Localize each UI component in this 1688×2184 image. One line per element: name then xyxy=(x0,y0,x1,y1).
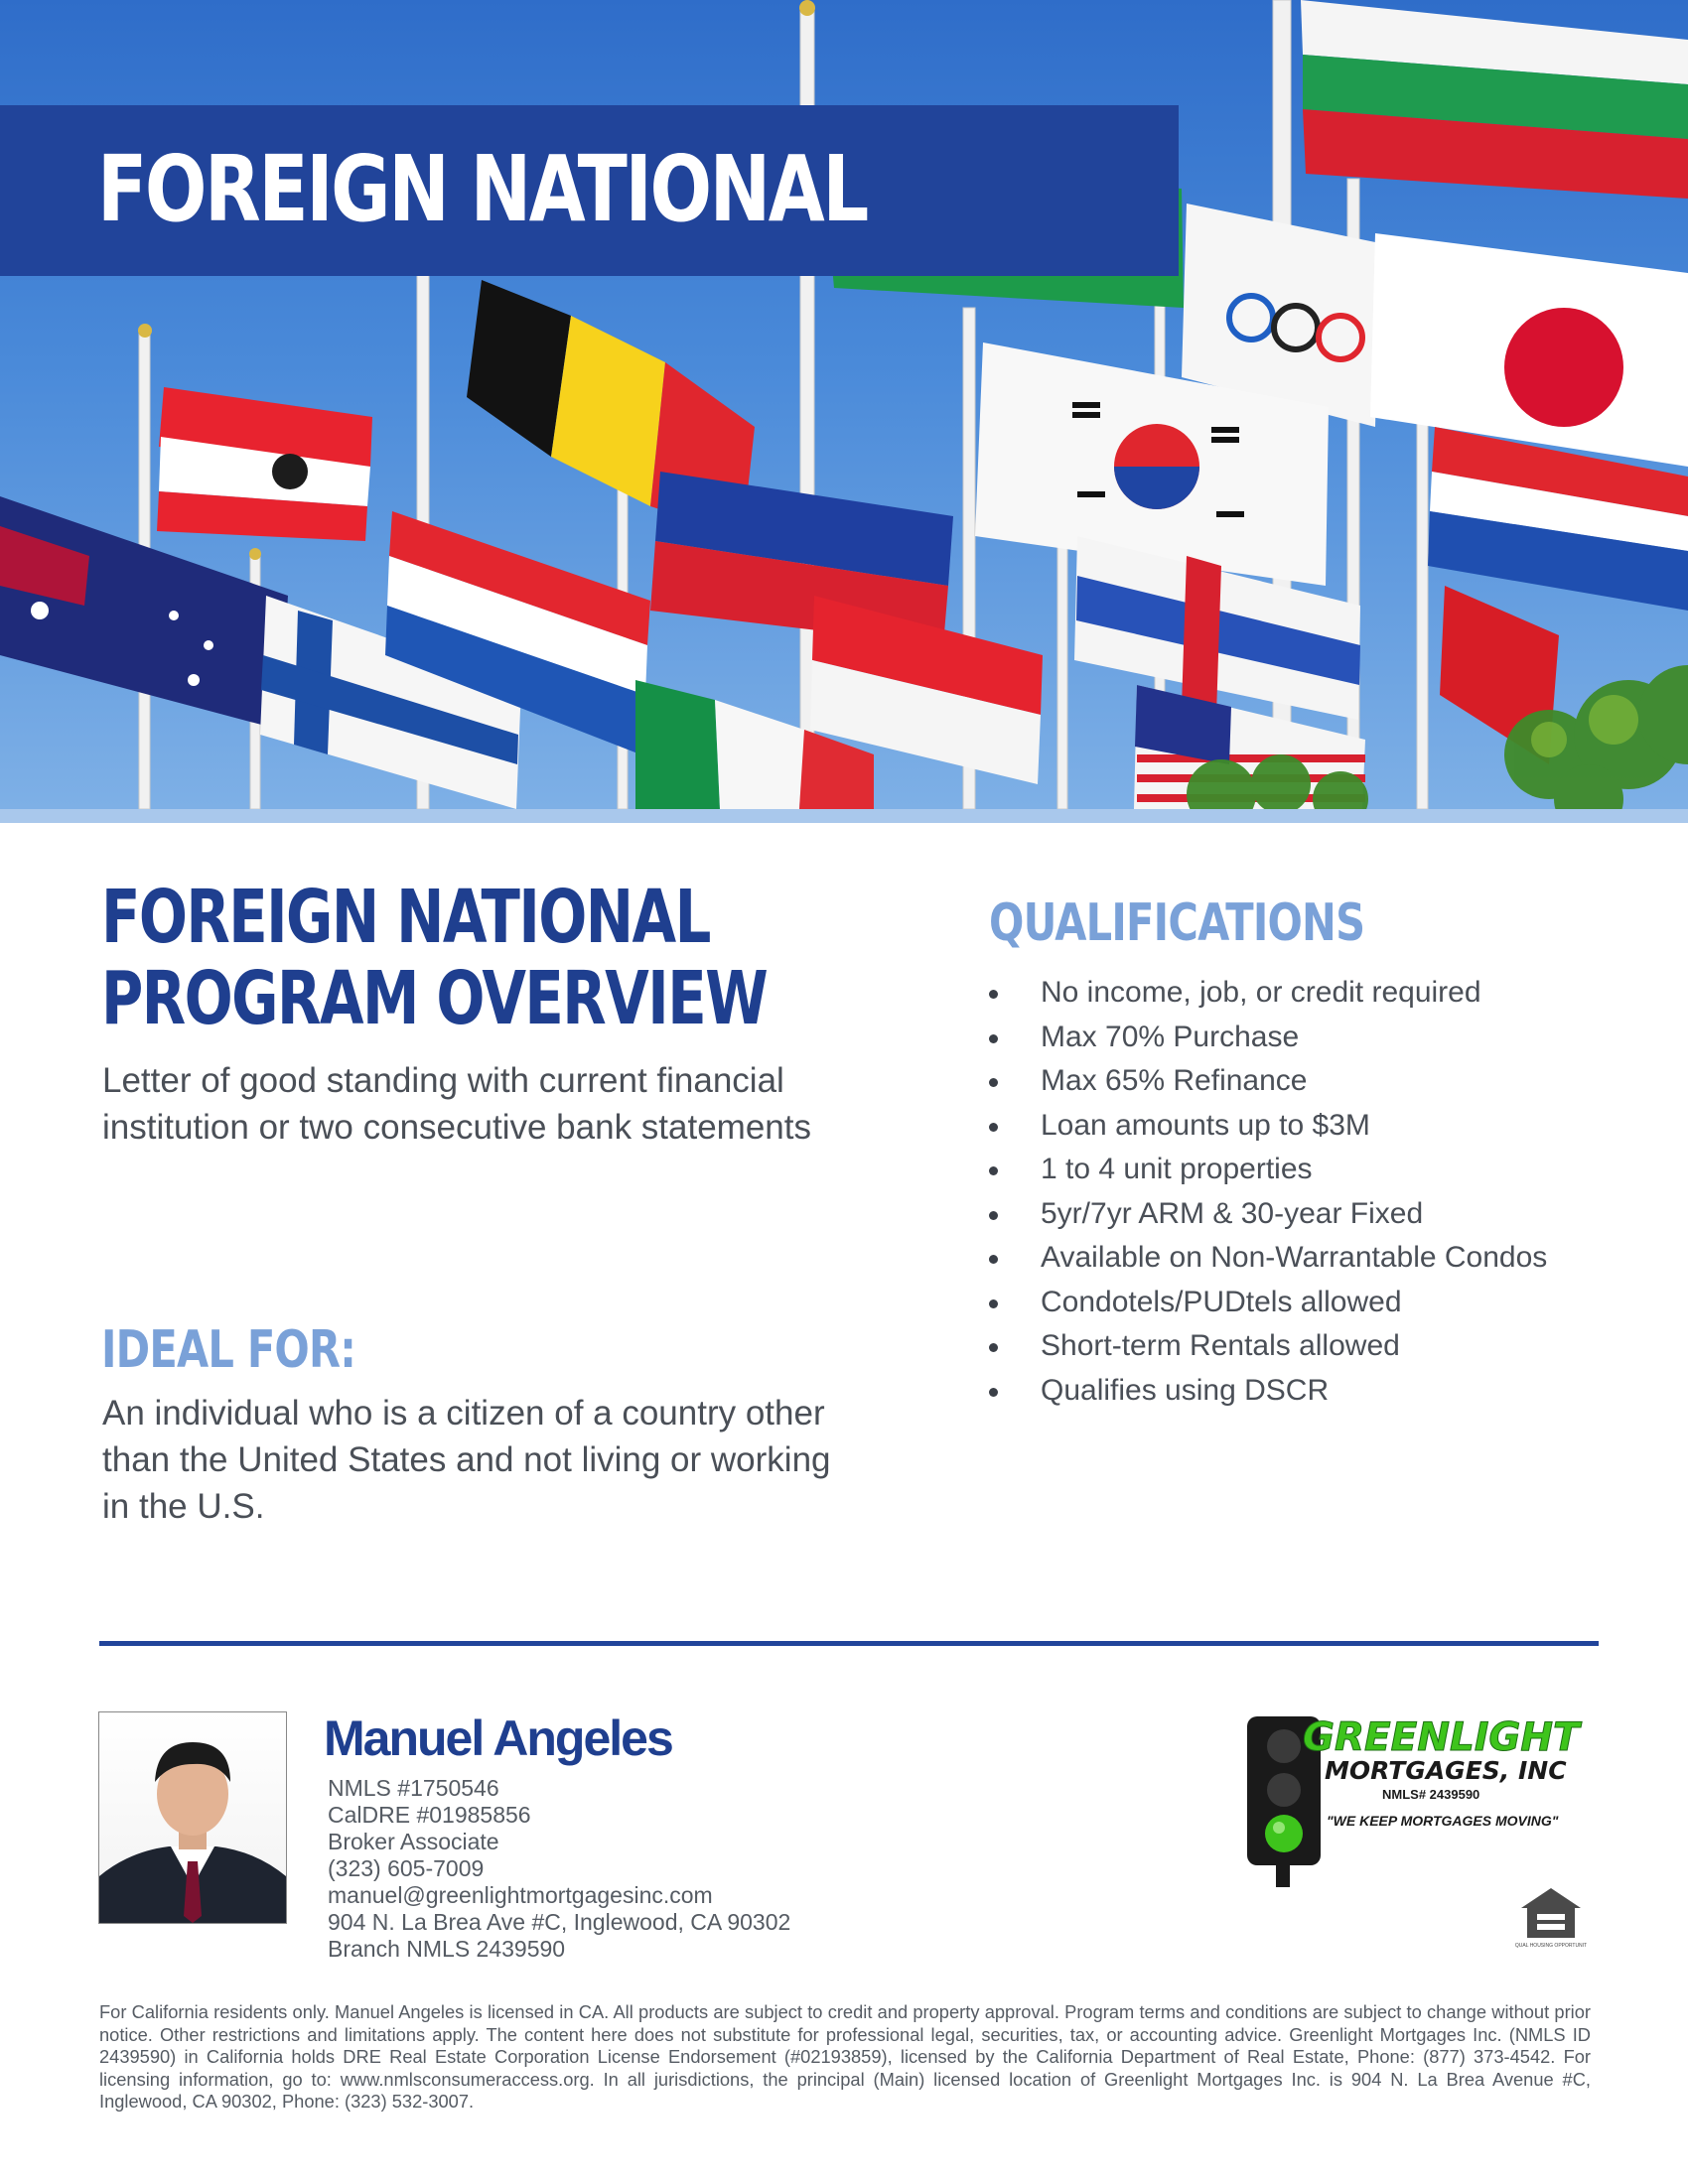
agent-photo xyxy=(98,1711,287,1924)
qualification-item: Qualifies using DSCR xyxy=(989,1369,1547,1414)
logo-brand: GREENLIGHT xyxy=(1303,1715,1580,1760)
qualification-item: Loan amounts up to $3M xyxy=(989,1104,1547,1149)
traffic-light-logo-icon xyxy=(1243,1703,1591,1891)
qualification-item: 1 to 4 unit properties xyxy=(989,1148,1547,1192)
ideal-for-text: An individual who is a citizen of a country other than the United States and not living or working in the U.S. xyxy=(102,1394,831,1526)
agent-name: Manuel Angeles xyxy=(324,1710,672,1766)
program-overview-description: Letter of good standing with current financial institution or two consecutive bank statements xyxy=(102,1061,811,1147)
qualifications-heading: QUALIFICATIONS xyxy=(989,893,1365,953)
agent-branch-nmls: Branch NMLS 2439590 xyxy=(328,1936,566,1962)
qualifications-list xyxy=(989,971,1547,1413)
agent-caldre: CalDRE #01985856 xyxy=(328,1802,531,1828)
qualification-item: Max 65% Refinance xyxy=(989,1059,1547,1104)
agent-portrait-image xyxy=(99,1712,286,1923)
qualification-item: Short-term Rentals allowed xyxy=(989,1324,1547,1369)
agent-phone[interactable]: (323) 605-7009 xyxy=(328,1855,485,1881)
qualification-item: No income, job, or credit required xyxy=(989,971,1547,1016)
logo-tagline: "WE KEEP MORTGAGES MOVING" xyxy=(1327,1813,1559,1829)
hero-bottom-strip xyxy=(0,809,1688,823)
agent-nmls: NMLS #1750546 xyxy=(328,1775,499,1801)
agent-address: 904 N. La Brea Ave #C, Inglewood, CA 90302 xyxy=(328,1909,791,1935)
eho-label: EQUAL HOUSING OPPORTUNITY xyxy=(1515,1943,1587,1949)
logo-company: MORTGAGES, INC xyxy=(1325,1756,1567,1785)
greenlight-mortgages-logo xyxy=(1243,1703,1591,1891)
program-overview-title xyxy=(101,877,767,1039)
legal-disclaimer: For California residents only. Manuel Angeles is licensed in CA. All products are subject to credit and property approval. Program terms and conditions are subject to change without prior notice. Other restrictions and limitations apply. The content here does not substitute for professional legal, securities, tax, or accounting advice. Greenlight Mortgages Inc. (NMLS ID 2439590) in California holds DRE Real Estate Corporation License Endorsement (#02193859), licensed by the California Department of Real Estate, Phone: (877) 373-4542. For licensing information, go to: www.nmlsconsumeraccess.org. In all jurisdictions, the principal (Main) licensed location of Greenlight Mortgages Inc. is 904 N. La Brea Avenue #C, Inglewood, CA 90302, Phone: (323) 532-3007. xyxy=(99,2001,1591,2112)
qualification-item: 5yr/7yr ARM & 30-year Fixed xyxy=(989,1192,1547,1237)
hero-title: FOREIGN NATIONAL xyxy=(97,136,867,242)
qualification-item: Condotels/PUDtels allowed xyxy=(989,1281,1547,1325)
qualification-item: Available on Non-Warrantable Condos xyxy=(989,1236,1547,1281)
qualification-item: Max 70% Purchase xyxy=(989,1016,1547,1060)
logo-nmls: NMLS# 2439590 xyxy=(1382,1787,1480,1802)
section-divider xyxy=(99,1641,1599,1646)
agent-contact-details xyxy=(328,1775,790,1963)
program-overview-title-line1: FOREIGN NATIONAL xyxy=(101,875,710,960)
ideal-for-heading: IDEAL FOR: xyxy=(101,1320,356,1380)
equal-housing-icon xyxy=(1515,1884,1587,1956)
agent-email[interactable]: manuel@greenlightmortgagesinc.com xyxy=(328,1882,713,1908)
program-overview-title-line2: PROGRAM OVERVIEW xyxy=(101,956,768,1041)
hero-flags-photo xyxy=(0,0,1688,809)
agent-role: Broker Associate xyxy=(328,1829,499,1854)
